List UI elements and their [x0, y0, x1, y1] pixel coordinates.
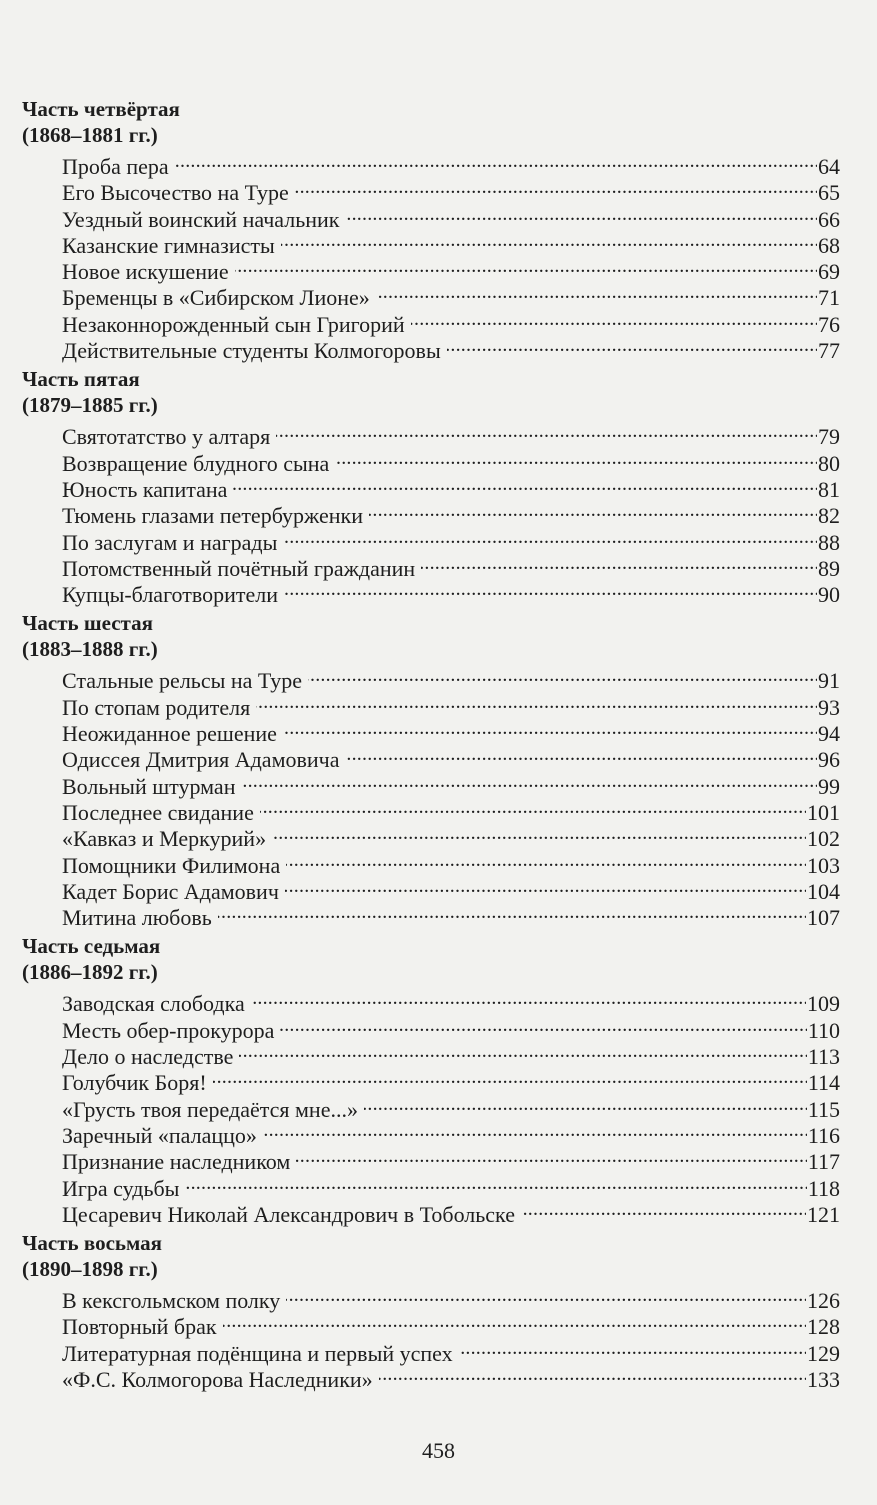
entry-page: 102 — [807, 826, 840, 852]
dot-leader — [379, 1361, 806, 1387]
entry-page: 109 — [807, 991, 840, 1017]
toc-entry — [62, 1038, 840, 1070]
dot-leader — [447, 332, 817, 358]
entry-page: 91 — [818, 668, 840, 694]
entry-title: Возвращение блудного сына — [62, 450, 330, 476]
entry-title: Голубчик Боря! — [62, 1070, 207, 1096]
part-years: (1886–1892 гг.) — [22, 960, 158, 985]
entry-page: 128 — [807, 1314, 840, 1340]
entry-page: 68 — [818, 232, 840, 258]
toc-entry — [62, 1196, 840, 1227]
entry-title: Святотатство у алтаря — [62, 424, 271, 450]
toc-entry — [62, 174, 840, 206]
toc-entry — [62, 524, 840, 555]
dot-leader — [260, 794, 806, 820]
entry-title: Повторный брак — [62, 1314, 217, 1340]
entry-page: 90 — [818, 582, 840, 608]
entry-title: Кадет Борис Адамович — [62, 878, 279, 904]
page-number: 458 — [422, 1438, 455, 1463]
dot-leader — [421, 550, 817, 576]
toc-entry — [62, 820, 840, 852]
toc-entry — [62, 1012, 840, 1043]
dot-leader — [218, 899, 806, 925]
entry-page: 116 — [807, 1122, 840, 1148]
entry-title: Тюмень глазами петербурженки — [62, 503, 363, 529]
dot-leader — [286, 847, 806, 873]
toc-entry — [62, 1361, 840, 1392]
toc-entry — [62, 201, 840, 232]
dot-leader — [283, 715, 817, 741]
entry-title: По стопам родителя — [62, 694, 251, 720]
entry-page: 81 — [818, 476, 840, 502]
entry-title: Цесаревич Николай Александрович в Тобольске — [62, 1201, 515, 1227]
toc-entry — [62, 1091, 840, 1122]
entry-title: Его Высочество на Туре — [62, 180, 289, 206]
toc-part — [0, 610, 877, 931]
dot-leader — [369, 497, 817, 523]
entry-title: Дело о наследстве — [62, 1044, 234, 1070]
entry-title: Действительные студенты Колмогоровы — [62, 338, 441, 364]
entry-page: 79 — [818, 424, 840, 450]
dot-leader — [346, 201, 818, 227]
part-title: Часть пятая — [22, 367, 140, 392]
entry-page: 114 — [807, 1070, 840, 1096]
part-years: (1883–1888 гг.) — [22, 637, 158, 662]
entry-title: «Ф.С. Колмогорова Наследники» — [62, 1366, 373, 1392]
entry-page: 94 — [818, 721, 840, 747]
dot-leader — [335, 445, 817, 471]
entry-page: 117 — [807, 1149, 840, 1175]
part-title: Часть четвёртая — [22, 97, 180, 121]
dot-leader — [185, 1170, 806, 1196]
toc-entry — [62, 1308, 840, 1340]
entry-page: 80 — [818, 450, 840, 476]
toc-entry — [62, 741, 840, 773]
dot-leader — [280, 1012, 806, 1038]
entry-title: «Грусть твоя передаётся мне...» — [62, 1096, 358, 1122]
toc-entry — [62, 689, 840, 720]
entry-title: Проба пера — [62, 154, 169, 179]
toc-entry — [62, 576, 840, 608]
dot-leader — [364, 1091, 807, 1117]
entry-title: Литературная подёнщина и первый успех — [62, 1340, 453, 1366]
entry-title: Неожиданное решение — [62, 721, 277, 747]
dot-leader — [281, 227, 817, 253]
toc-part — [0, 366, 877, 608]
entry-title: Незаконнорожденный сын Григорий — [62, 311, 405, 337]
toc-entry — [62, 445, 840, 476]
entry-title: Новое искушение — [62, 259, 229, 285]
entry-title: Помощники Филимона — [62, 852, 281, 878]
dot-leader — [235, 253, 817, 279]
entry-page: 110 — [807, 1017, 840, 1043]
entry-title: Митина любовь — [62, 905, 212, 931]
entry-title: Вольный штурман — [62, 773, 236, 799]
toc-entry — [62, 306, 840, 337]
entry-page: 126 — [807, 1288, 840, 1314]
entry-title: Стальные рельсы на Туре — [62, 668, 303, 694]
entry-page: 82 — [818, 503, 840, 529]
entry-page: 99 — [818, 773, 840, 799]
part-title: Часть шестая — [22, 611, 153, 636]
entry-title: Одиссея Дмитрия Адамовича — [62, 747, 340, 773]
dot-leader — [241, 768, 817, 794]
entry-title: В кексгольмском полку — [62, 1288, 281, 1314]
entry-page: 77 — [818, 338, 840, 364]
entry-title: Заводская слободка — [62, 991, 245, 1017]
entry-title: По заслугам и награды — [62, 529, 278, 555]
entry-page: 71 — [818, 285, 840, 311]
entry-page: 88 — [818, 529, 840, 555]
entry-page: 113 — [807, 1044, 840, 1070]
toc-entry — [62, 715, 840, 747]
toc-entry — [62, 332, 840, 364]
dot-leader — [308, 662, 817, 688]
part-years: (1879–1885 гг.) — [22, 393, 158, 418]
toc-entry — [62, 253, 840, 285]
toc-part — [0, 96, 877, 364]
dot-leader — [286, 1282, 806, 1308]
entry-page: 103 — [807, 852, 840, 878]
dot-leader — [411, 306, 817, 332]
toc-part — [0, 933, 877, 1227]
toc-entry — [62, 279, 840, 311]
entry-page: 64 — [818, 154, 840, 179]
toc-entry — [62, 148, 840, 179]
dot-leader — [521, 1196, 806, 1222]
entry-title: Потомственный почётный гражданин — [62, 555, 416, 581]
toc-entry — [62, 662, 840, 694]
dot-leader — [223, 1308, 806, 1334]
entry-title: Месть обер-прокурора — [62, 1017, 275, 1043]
table-of-contents — [0, 96, 877, 1395]
toc-entry — [62, 1282, 840, 1314]
dot-leader — [296, 1143, 807, 1169]
entry-page: 96 — [818, 747, 840, 773]
entry-page: 101 — [807, 799, 840, 825]
entry-title: Последнее свидание — [62, 799, 254, 825]
entry-page: 129 — [807, 1340, 840, 1366]
toc-entry — [62, 1117, 840, 1148]
entry-title: Заречный «палаццо» — [62, 1122, 257, 1148]
entry-title: Уездный воинский начальник — [62, 206, 340, 232]
dot-leader — [283, 524, 817, 550]
dot-leader — [251, 985, 806, 1011]
toc-entry — [62, 471, 840, 502]
dot-leader — [272, 820, 806, 846]
toc-entry — [62, 768, 840, 799]
dot-leader — [233, 471, 817, 497]
entry-page: 107 — [807, 905, 840, 931]
entry-title: Игра судьбы — [62, 1175, 180, 1201]
entry-page: 65 — [818, 180, 840, 206]
entry-page: 104 — [807, 878, 840, 904]
dot-leader — [175, 148, 817, 174]
entry-page: 69 — [818, 259, 840, 285]
toc-entry — [62, 227, 840, 258]
dot-leader — [276, 418, 817, 444]
toc-entry — [62, 418, 840, 450]
entry-page: 76 — [818, 311, 840, 337]
toc-entry — [62, 873, 840, 904]
dot-leader — [295, 174, 817, 200]
dot-leader — [285, 873, 806, 899]
toc-entry — [62, 497, 840, 529]
entry-title: Юность капитана — [62, 476, 228, 502]
entry-page: 89 — [818, 555, 840, 581]
dot-leader — [345, 741, 817, 767]
entry-title: Признание наследником — [62, 1149, 291, 1175]
dot-leader — [284, 576, 817, 602]
toc-entry — [62, 847, 840, 878]
part-years: (1890–1898 гг.) — [22, 1257, 158, 1282]
toc-entry — [62, 1335, 840, 1366]
entry-title: «Кавказ и Меркурий» — [62, 826, 267, 852]
dot-leader — [459, 1335, 806, 1361]
entry-page: 115 — [807, 1096, 840, 1122]
toc-entry — [62, 794, 840, 825]
dot-leader — [239, 1038, 806, 1064]
part-title: Часть восьмая — [22, 1231, 163, 1256]
entry-page: 118 — [807, 1175, 840, 1201]
entry-page: 93 — [818, 694, 840, 720]
dot-leader — [256, 689, 817, 715]
toc-entry — [62, 899, 840, 931]
toc-part — [0, 1230, 877, 1392]
toc-entry — [62, 550, 840, 581]
entry-title: Казанские гимназисты — [62, 232, 275, 258]
entry-page: 133 — [807, 1366, 840, 1392]
entry-page: 121 — [807, 1201, 840, 1227]
toc-entry — [62, 1143, 840, 1175]
part-title: Часть седьмая — [22, 934, 161, 959]
toc-entry — [62, 1064, 840, 1096]
toc-entry — [62, 985, 840, 1017]
entry-title: Бременцы в «Сибирском Лионе» — [62, 285, 370, 311]
dot-leader — [263, 1117, 807, 1143]
dot-leader — [376, 279, 817, 305]
entry-page: 66 — [818, 206, 840, 232]
toc-entry — [62, 1170, 840, 1201]
entry-title: Купцы-благотворители — [62, 582, 279, 608]
dot-leader — [213, 1064, 807, 1090]
part-years: (1868–1881 гг.) — [22, 123, 158, 147]
